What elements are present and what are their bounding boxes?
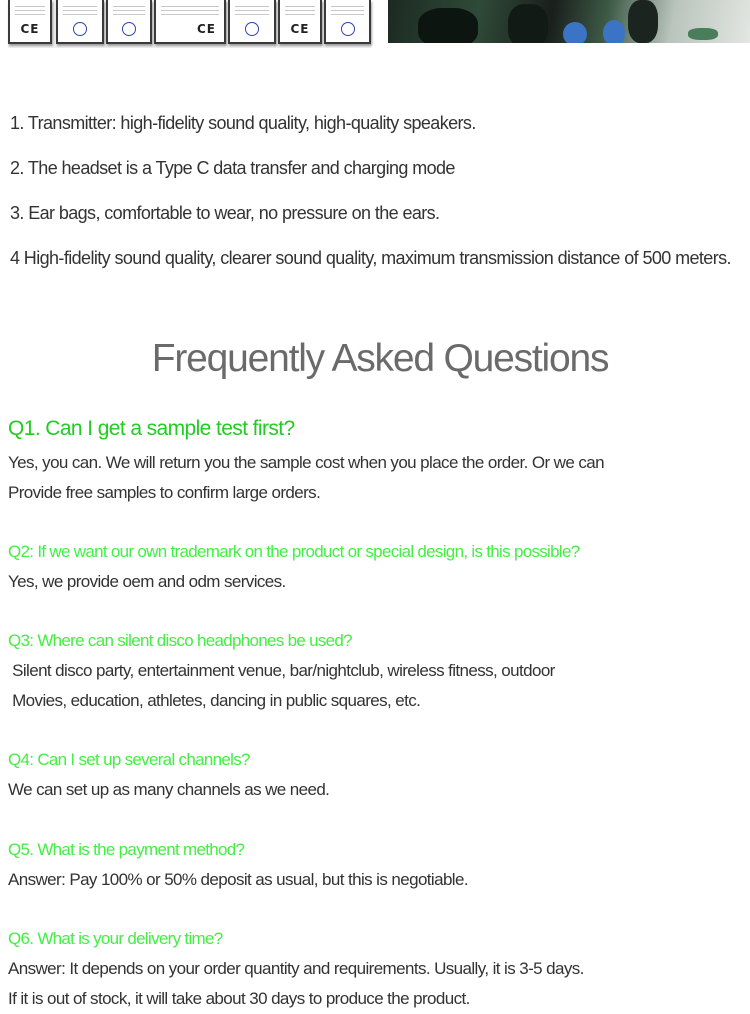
certificate-frame (228, 0, 276, 44)
top-image-strip (0, 0, 750, 48)
faq-answer-1 (8, 448, 748, 508)
answer-line: Answer: It depends on your order quantity and requirements. Usually, it is 3-5 days. (8, 959, 584, 978)
answer-line: Answer: Pay 100% or 50% deposit as usual, but this is negotiable. (8, 870, 468, 889)
feature-list (10, 108, 745, 288)
faq-item-2 (8, 537, 748, 597)
answer-line: Silent disco party, entertainment venue, bar/nightclub, wireless fitness, outdoor (8, 661, 555, 680)
certificate-frame (56, 0, 104, 44)
answer-line: Provide free samples to confirm large orders. (8, 483, 321, 502)
faq-question-2: Q2: If we want our own trademark on the product or special design, is this possible? (8, 542, 580, 561)
certificate-frame (8, 0, 52, 44)
answer-line: Movies, education, athletes, dancing in public squares, etc. (8, 691, 421, 710)
faq-question-4: Q4: Can I set up several channels? (8, 750, 250, 769)
seal-icon (122, 22, 136, 36)
answer-line: Yes, you can. We will return you the sample cost when you place the order. Or we can (8, 453, 604, 472)
faq-question-1: Q1. Can I get a sample test first? (8, 417, 295, 440)
faq-item-3 (8, 626, 748, 716)
faq-item-4 (8, 745, 748, 805)
feature-item: 1. Transmitter: high-fidelity sound quality, high-quality speakers. (10, 113, 476, 133)
ce-mark-icon: CE (20, 22, 40, 36)
factory-workers-photo (388, 0, 750, 43)
seal-icon (341, 22, 355, 36)
ce-mark-icon: CE (290, 22, 310, 36)
answer-line: If it is out of stock, it will take about 30 days to produce the product. (8, 989, 470, 1008)
certificates-image (8, 0, 371, 48)
feature-item: 3. Ear bags, comfortable to wear, no pressure on the ears. (10, 203, 440, 223)
faq-title: Frequently Asked Questions (151, 337, 609, 380)
ce-mark-icon: CE (196, 22, 216, 36)
certificate-frame (154, 0, 226, 44)
faq-item-5 (8, 835, 748, 895)
feature-item: 2. The headset is a Type C data transfer and charging mode (10, 158, 455, 178)
certificate-frame (278, 0, 322, 44)
faq-question-3: Q3: Where can silent disco headphones be used? (8, 631, 352, 650)
seal-icon (73, 22, 87, 36)
faq-question-6: Q6. What is your delivery time? (8, 929, 223, 948)
answer-line: Yes, we provide oem and odm services. (8, 572, 286, 591)
seal-icon (245, 22, 259, 36)
faq-question-5: Q5. What is the payment method? (8, 840, 245, 859)
certificate-frame (106, 0, 152, 44)
certificate-frame (324, 0, 371, 44)
faq-item-6 (8, 924, 748, 1014)
answer-line: We can set up as many channels as we need. (8, 780, 330, 799)
feature-item: 4 High-fidelity sound quality, clearer sound quality, maximum transmission distance of 500 meters. (10, 248, 731, 268)
